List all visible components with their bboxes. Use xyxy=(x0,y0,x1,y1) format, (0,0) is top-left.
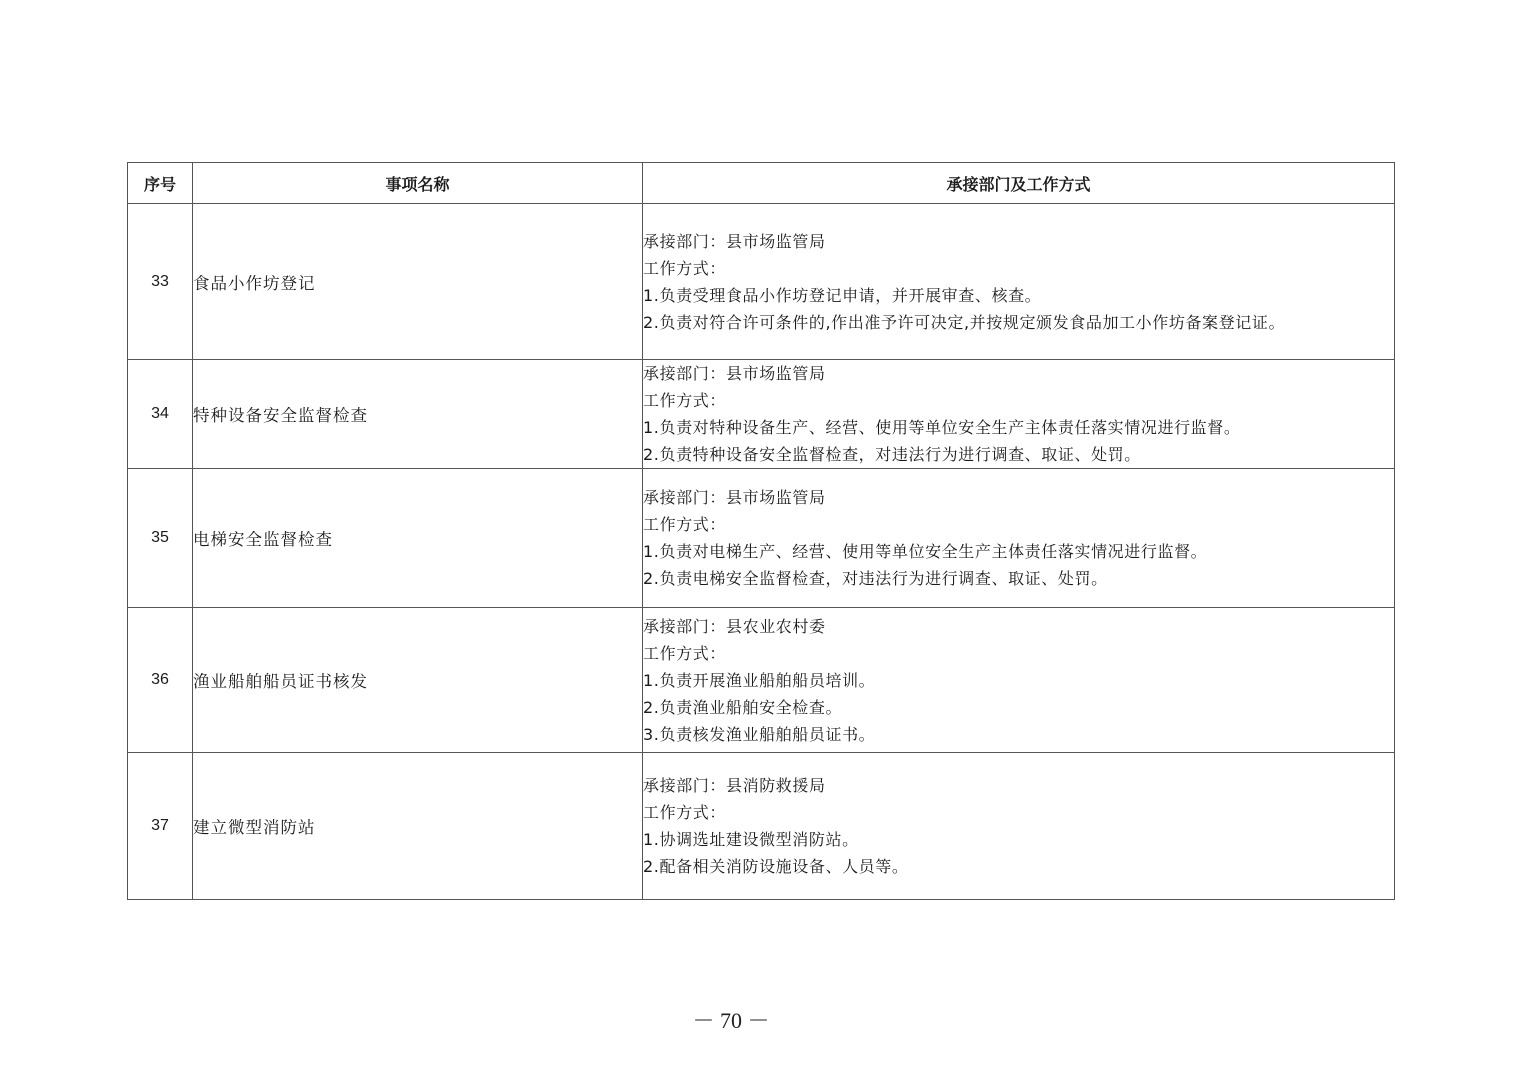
table-row xyxy=(128,753,1395,900)
row-item-name: 特种设备安全监督检查 xyxy=(193,360,643,469)
detail-line: 工作方式： xyxy=(643,391,727,410)
row-seq: 34 xyxy=(128,360,193,469)
detail-line: 工作方式： xyxy=(643,643,727,663)
detail-line: 1.负责开展渔业船舶船员培训。 xyxy=(643,670,876,690)
detail-line: 2.负责特种设备安全监督检查，对违法行为进行调查、取证、处罚。 xyxy=(643,445,1141,464)
row-detail xyxy=(643,360,1395,469)
header-method: 承接部门及工作方式 xyxy=(643,163,1395,204)
detail-line: 承接部门：县农业农村委 xyxy=(643,616,826,636)
row-seq: 35 xyxy=(128,469,193,608)
detail-line: 2.负责渔业船舶安全检查。 xyxy=(643,697,843,717)
detail-line: 1.协调选址建设微型消防站。 xyxy=(643,830,859,849)
detail-line: 工作方式： xyxy=(643,258,727,278)
table-header-row xyxy=(128,163,1395,204)
table-row xyxy=(128,360,1395,469)
detail-line: 承接部门：县市场监管局 xyxy=(643,488,826,507)
header-name: 事项名称 xyxy=(193,163,643,204)
detail-line: 2.配备相关消防设施设备、人员等。 xyxy=(643,857,909,876)
detail-line: 1.负责对特种设备生产、经营、使用等单位安全生产主体责任落实情况进行监督。 xyxy=(643,418,1241,437)
row-seq: 36 xyxy=(128,608,193,753)
row-detail xyxy=(643,753,1395,900)
row-detail xyxy=(643,204,1395,360)
row-item-name: 渔业船舶船员证书核发 xyxy=(193,608,643,753)
header-seq: 序号 xyxy=(128,163,193,204)
page-number: － 70 － xyxy=(692,1008,770,1033)
row-item-name: 建立微型消防站 xyxy=(193,753,643,900)
detail-line: 2.负责电梯安全监督检查，对违法行为进行调查、取证、处罚。 xyxy=(643,569,1108,588)
detail-line: 3.负责核发渔业船舶船员证书。 xyxy=(643,724,876,744)
table-row xyxy=(128,469,1395,608)
detail-line: 工作方式： xyxy=(643,803,727,822)
row-item-name: 电梯安全监督检查 xyxy=(193,469,643,608)
row-seq: 37 xyxy=(128,753,193,900)
table-row xyxy=(128,608,1395,753)
row-detail xyxy=(643,469,1395,608)
detail-line: 2.负责对符合许可条件的,作出准予许可决定,并按规定颁发食品加工小作坊备案登记证。 xyxy=(643,312,1286,332)
row-item-name: 食品小作坊登记 xyxy=(193,204,643,360)
detail-line: 1.负责对电梯生产、经营、使用等单位安全生产主体责任落实情况进行监督。 xyxy=(643,542,1208,561)
table-row xyxy=(128,204,1395,360)
detail-line: 承接部门：县消防救援局 xyxy=(643,776,826,795)
row-seq: 33 xyxy=(128,204,193,360)
detail-line: 承接部门：县市场监管局 xyxy=(643,231,826,251)
items-table xyxy=(127,162,1395,900)
detail-line: 1.负责受理食品小作坊登记申请，并开展审查、核查。 xyxy=(643,285,1042,305)
row-detail xyxy=(643,608,1395,753)
detail-line: 承接部门：县市场监管局 xyxy=(643,364,826,383)
detail-line: 工作方式： xyxy=(643,515,727,534)
